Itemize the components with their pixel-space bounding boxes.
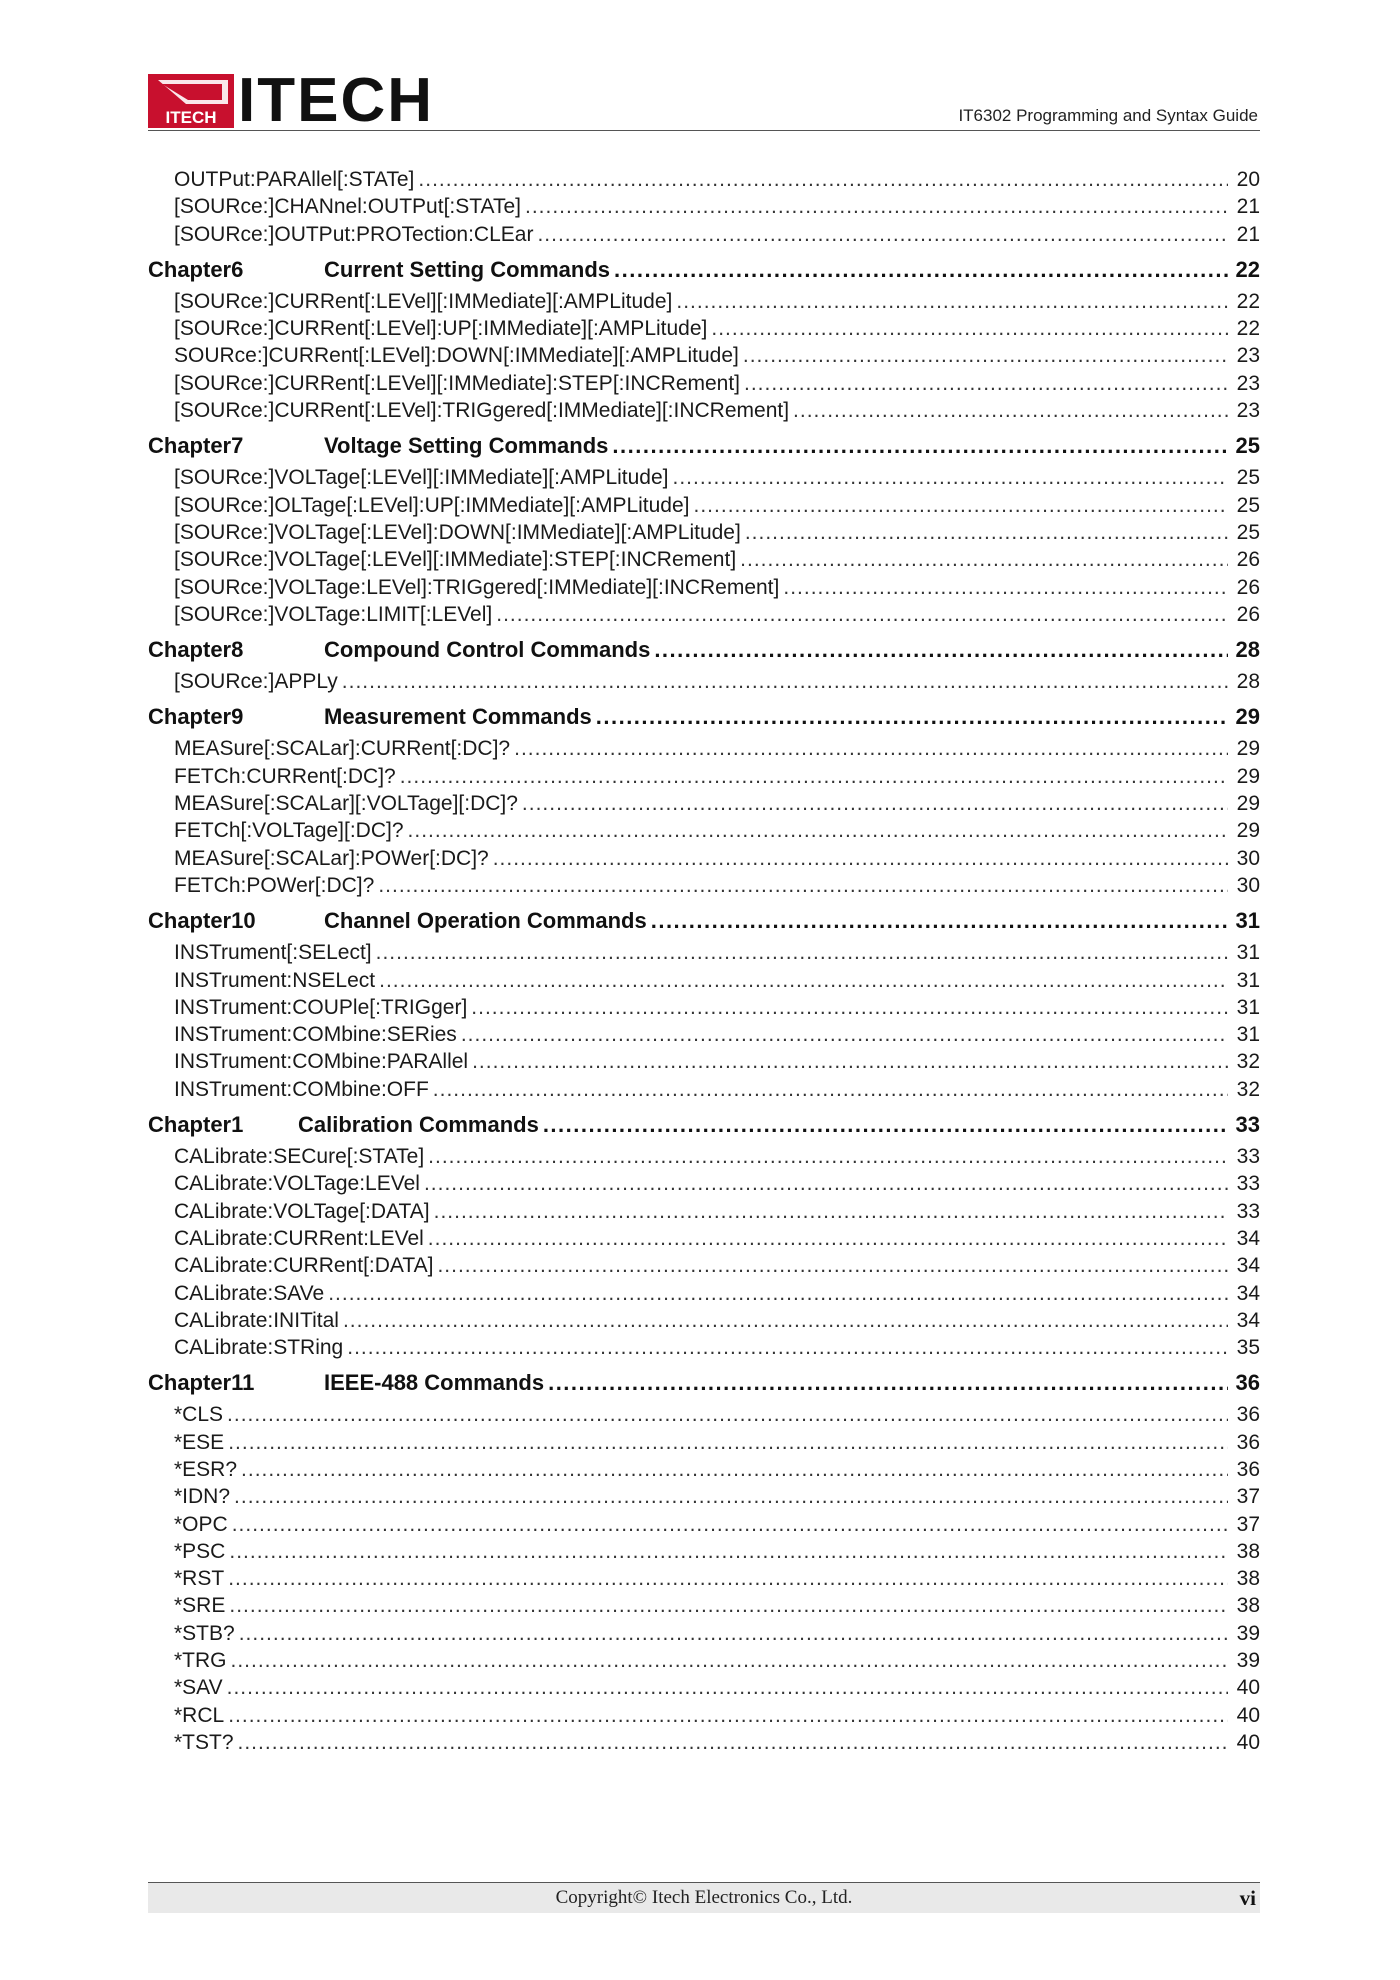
toc-entry-row[interactable]: [148, 1050, 1260, 1077]
toc-page-number: 29: [1236, 737, 1260, 761]
toc-page-number: 29: [1236, 764, 1260, 788]
toc-page-number: 32: [1236, 1077, 1260, 1101]
dot-leader: [543, 1112, 1228, 1138]
toc-entry-row[interactable]: [148, 765, 1260, 792]
dot-leader: [745, 521, 1228, 545]
dot-leader: [228, 1567, 1228, 1591]
entry-label: [SOURce:]CURRent[:LEVel][:IMMediate][:AMPLitude]: [174, 289, 673, 313]
toc-entry-row[interactable]: [148, 1336, 1260, 1363]
dot-leader: [471, 996, 1228, 1020]
page-number: vi: [1239, 1886, 1256, 1910]
dot-leader: [711, 317, 1228, 341]
toc-entry-row[interactable]: [148, 1200, 1260, 1227]
toc-page-number: 34: [1236, 1308, 1260, 1332]
toc-entry-row[interactable]: [148, 1513, 1260, 1540]
toc-page-number: 39: [1236, 1649, 1260, 1673]
dot-leader: [596, 704, 1228, 730]
toc-page-number: 31: [1236, 941, 1260, 965]
toc-entry-row[interactable]: [148, 223, 1260, 250]
entry-label: [SOURce:]VOLTage[:LEVel][:IMMediate]:STEP[:INCRement]: [174, 548, 737, 572]
dot-leader: [548, 1370, 1228, 1396]
toc-page-number: 25: [1236, 493, 1260, 517]
toc-page-number: 38: [1236, 1594, 1260, 1618]
toc-page-number: 28: [1235, 637, 1260, 663]
entry-label: *ESR?: [174, 1457, 238, 1481]
toc-page-number: 33: [1236, 1199, 1260, 1223]
dot-leader: [743, 344, 1228, 368]
toc-page-number: 36: [1236, 1457, 1260, 1481]
toc-entry-row[interactable]: [148, 372, 1260, 399]
dot-leader: [227, 1403, 1228, 1427]
entry-label: [SOURce:]VOLTage:LEVel]:TRIGgered[:IMMediate][:INCRement]: [174, 575, 780, 599]
toc-page-number: 35: [1236, 1336, 1260, 1360]
toc-page-number: 30: [1236, 873, 1260, 897]
entry-label: [SOURce:]CURRent[:LEVel]:TRIGgered[:IMMediate][:INCRement]: [174, 399, 790, 423]
toc-entry-row[interactable]: [148, 344, 1260, 371]
toc-entry-row[interactable]: [148, 941, 1260, 968]
dot-leader: [241, 1458, 1228, 1482]
dot-leader: [673, 466, 1228, 490]
dot-leader: [651, 908, 1228, 934]
toc-page-number: 34: [1236, 1281, 1260, 1305]
toc-entry-row[interactable]: [148, 792, 1260, 819]
entry-label: *OPC: [174, 1512, 228, 1536]
entry-label: *RCL: [174, 1703, 225, 1727]
toc-entry-row[interactable]: [148, 737, 1260, 764]
dot-leader: [234, 1485, 1228, 1509]
toc-entry-row[interactable]: [148, 1649, 1260, 1676]
toc-page-number: 26: [1236, 575, 1260, 599]
dot-leader: [614, 257, 1228, 283]
toc-entry-row[interactable]: [148, 1731, 1260, 1758]
dot-leader: [376, 941, 1228, 965]
entry-label: INSTrument:COMbine:SERies: [174, 1023, 457, 1047]
toc-page-number: 40: [1236, 1703, 1260, 1727]
entry-label: FETCh:CURRent[:DC]?: [174, 764, 396, 788]
chapter-title: Compound Control Commands: [324, 637, 651, 663]
dot-leader: [227, 1676, 1228, 1700]
table-of-contents: [148, 168, 1260, 1758]
dot-leader: [793, 399, 1228, 423]
toc-page-number: 36: [1236, 1403, 1260, 1427]
entry-label: *ESE: [174, 1430, 225, 1454]
dot-leader: [228, 1431, 1228, 1455]
entry-label: INSTrument:COMbine:PARAllel: [174, 1050, 469, 1074]
document-title: IT6302 Programming and Syntax Guide: [958, 106, 1258, 125]
dot-leader: [525, 195, 1228, 219]
dot-leader: [472, 1050, 1228, 1074]
dot-leader: [418, 168, 1228, 192]
toc-entry-row[interactable]: [148, 1431, 1260, 1458]
entry-label: MEASure[:SCALar][:VOLTage][:DC]?: [174, 792, 518, 816]
toc-entry-row[interactable]: [148, 1594, 1260, 1621]
entry-label: [SOURce:]CURRent[:LEVel][:IMMediate]:STEP[:INCRement]: [174, 371, 741, 395]
toc-entry-row[interactable]: [148, 521, 1260, 548]
dot-leader: [612, 433, 1228, 459]
dot-leader: [328, 1282, 1228, 1306]
dot-leader: [231, 1649, 1229, 1673]
toc-chapter-row[interactable]: [148, 1363, 1260, 1403]
toc-entry-row[interactable]: [148, 819, 1260, 846]
entry-label: CALibrate:INITital: [174, 1308, 339, 1332]
dot-leader: [238, 1731, 1228, 1755]
dot-leader: [239, 1622, 1228, 1646]
entry-label: *PSC: [174, 1539, 226, 1563]
entry-label: [SOURce:]OLTage[:LEVel]:UP[:IMMediate][:AMPLitude]: [174, 493, 690, 517]
entry-label: *TRG: [174, 1649, 227, 1673]
toc-entry-row[interactable]: [148, 576, 1260, 603]
entry-label: CALibrate:VOLTage:LEVel: [174, 1172, 420, 1196]
toc-page-number: 31: [1236, 995, 1260, 1019]
dot-leader: [232, 1513, 1228, 1537]
toc-entry-row[interactable]: [148, 195, 1260, 222]
page-footer: [148, 1882, 1260, 1913]
chapter-title: Calibration Commands: [298, 1112, 539, 1138]
toc-page-number: 36: [1236, 1430, 1260, 1454]
dot-leader: [347, 1336, 1228, 1360]
toc-page-number: 33: [1236, 1145, 1260, 1169]
toc-entry-row[interactable]: [148, 1540, 1260, 1567]
toc-page-number: 31: [1236, 1023, 1260, 1047]
logo-emblem: [148, 74, 234, 128]
dot-leader: [744, 372, 1228, 396]
dot-leader: [740, 548, 1228, 572]
toc-entry-row[interactable]: [148, 1704, 1260, 1731]
chapter-title: Current Setting Commands: [324, 256, 611, 282]
toc-page-number: 25: [1236, 520, 1260, 544]
toc-page-number: 37: [1236, 1485, 1260, 1509]
entry-label: CALibrate:CURRent:LEVel: [174, 1226, 424, 1250]
entry-label: *CLS: [174, 1403, 224, 1427]
toc-page-number: 22: [1236, 317, 1260, 341]
toc-entry-row[interactable]: [148, 1172, 1260, 1199]
toc-entry-row[interactable]: [148, 290, 1260, 317]
toc-entry-row[interactable]: [148, 1023, 1260, 1050]
toc-entry-row[interactable]: [148, 1622, 1260, 1649]
toc-page-number: 22: [1236, 289, 1260, 313]
toc-page-number: 34: [1236, 1226, 1260, 1250]
toc-entry-row[interactable]: [148, 548, 1260, 575]
toc-entry-row[interactable]: [148, 1282, 1260, 1309]
toc-page-number: 29: [1236, 819, 1260, 843]
entry-label: MEASure[:SCALar]:POWer[:DC]?: [174, 846, 489, 870]
toc-entry-row[interactable]: [148, 969, 1260, 996]
dot-leader: [343, 1309, 1228, 1333]
toc-chapter-row[interactable]: [148, 630, 1260, 670]
toc-entry-row[interactable]: [148, 168, 1260, 195]
logo-emblem-icon: [148, 74, 234, 128]
toc-entry-row[interactable]: [148, 466, 1260, 493]
copyright-notice: Copyright© Itech Electronics Co., Ltd.: [555, 1887, 853, 1908]
dot-leader: [493, 847, 1228, 871]
svg-text:ITECH: ITECH: [165, 108, 217, 127]
toc-page-number: 25: [1236, 466, 1260, 490]
entry-label: INSTrument:COMbine:OFF: [174, 1077, 429, 1101]
toc-page-number: 38: [1236, 1539, 1260, 1563]
entry-label: [SOURce:]APPLy: [174, 670, 338, 694]
chapter-title: Measurement Commands: [324, 704, 592, 730]
entry-label: OUTPut:PARAllel[:STATe]: [174, 168, 415, 191]
toc-entry-row[interactable]: [148, 847, 1260, 874]
entry-label: MEASure[:SCALar]:CURRent[:DC]?: [174, 737, 511, 761]
toc-page-number: 23: [1236, 399, 1260, 423]
toc-page-number: 40: [1236, 1676, 1260, 1700]
toc-page-number: 37: [1236, 1512, 1260, 1536]
toc-entry-row[interactable]: [148, 603, 1260, 630]
dot-leader: [654, 637, 1228, 663]
toc-chapter-row[interactable]: [148, 901, 1260, 941]
dot-leader: [400, 765, 1228, 789]
dot-leader: [783, 576, 1228, 600]
toc-entry-row[interactable]: [148, 1254, 1260, 1281]
dot-leader: [514, 737, 1228, 761]
entry-label: CALibrate:SAVe: [174, 1281, 325, 1305]
toc-page-number: 26: [1236, 602, 1260, 626]
toc-chapter-row[interactable]: [148, 426, 1260, 466]
chapter-number: Chapter7: [148, 433, 244, 459]
dot-leader: [522, 792, 1228, 816]
chapter-number: Chapter11: [148, 1370, 255, 1396]
toc-page-number: 21: [1236, 195, 1260, 219]
dot-leader: [342, 670, 1228, 694]
toc-chapter-row[interactable]: [148, 697, 1260, 737]
toc-page-number: 23: [1236, 371, 1260, 395]
toc-page-number: 31: [1236, 968, 1260, 992]
toc-entry-row[interactable]: [148, 1567, 1260, 1594]
dot-leader: [229, 1594, 1228, 1618]
chapter-number: Chapter8: [148, 637, 244, 663]
entry-label: *SAV: [174, 1676, 223, 1700]
dot-leader: [379, 969, 1228, 993]
entry-label: [SOURce:]VOLTage:LIMIT[:LEVel]: [174, 602, 493, 626]
dot-leader: [496, 603, 1228, 627]
toc-entry-row[interactable]: [148, 1458, 1260, 1485]
chapter-title: IEEE-488 Commands: [324, 1370, 545, 1396]
entry-label: [SOURce:]CHANnel:OUTPut[:STATe]: [174, 195, 521, 219]
chapter-number: Chapter6: [148, 256, 244, 282]
toc-entry-row[interactable]: [148, 1078, 1260, 1105]
dot-leader: [537, 223, 1228, 247]
dot-leader: [434, 1200, 1228, 1224]
dot-leader: [437, 1254, 1228, 1278]
dot-leader: [408, 819, 1228, 843]
entry-label: [SOURce:]CURRent[:LEVel]:UP[:IMMediate][:AMPLitude]: [174, 317, 708, 341]
entry-label: *STB?: [174, 1621, 235, 1645]
itech-logo: [148, 66, 434, 135]
toc-entry-row[interactable]: [148, 996, 1260, 1023]
dot-leader: [694, 494, 1228, 518]
dot-leader: [461, 1023, 1228, 1047]
toc-entry-row[interactable]: [148, 1485, 1260, 1512]
entry-label: *IDN?: [174, 1485, 231, 1509]
toc-entry-row[interactable]: [148, 317, 1260, 344]
toc-page-number: 36: [1235, 1370, 1260, 1396]
toc-page-number: 39: [1236, 1621, 1260, 1645]
toc-entry-row[interactable]: [148, 670, 1260, 697]
dot-leader: [433, 1078, 1228, 1102]
entry-label: INSTrument[:SELect]: [174, 941, 372, 965]
entry-label: INSTrument:COUPle[:TRIGger]: [174, 995, 468, 1019]
entry-label: *SRE: [174, 1594, 226, 1618]
toc-page-number: 33: [1236, 1172, 1260, 1196]
toc-page-number: 29: [1236, 792, 1260, 816]
chapter-number: Chapter9: [148, 704, 244, 730]
toc-entry-row[interactable]: [148, 1309, 1260, 1336]
dot-leader: [228, 1704, 1228, 1728]
toc-page-number: 31: [1235, 908, 1260, 934]
toc-entry-row[interactable]: [148, 1403, 1260, 1430]
entry-label: *TST?: [174, 1730, 234, 1754]
toc-page-number: 40: [1236, 1730, 1260, 1754]
chapter-title: Channel Operation Commands: [324, 908, 647, 934]
toc-page-number: 23: [1236, 344, 1260, 368]
toc-page-number: 22: [1235, 256, 1260, 282]
toc-page-number: 21: [1236, 222, 1260, 246]
entry-label: FETCh:POWer[:DC]?: [174, 873, 375, 897]
entry-label: *RST: [174, 1567, 225, 1591]
chapter-title: Voltage Setting Commands: [324, 433, 609, 459]
toc-page-number: 28: [1236, 670, 1260, 694]
toc-entry-row[interactable]: [148, 399, 1260, 426]
toc-page-number: 32: [1236, 1050, 1260, 1074]
dot-leader: [428, 1227, 1228, 1251]
toc-page-number: 26: [1236, 548, 1260, 572]
page-header: [148, 66, 1260, 135]
toc-chapter-row[interactable]: [148, 1105, 1260, 1145]
toc-page-number: 30: [1236, 846, 1260, 870]
entry-label: CALibrate:CURRent[:DATA]: [174, 1254, 434, 1278]
toc-page-number: 20: [1236, 168, 1260, 191]
toc-page-number: 33: [1235, 1112, 1260, 1138]
entry-label: [SOURce:]VOLTage[:LEVel]:DOWN[:IMMediate][:AMPLitude]: [174, 520, 741, 544]
toc-entry-row[interactable]: [148, 1145, 1260, 1172]
entry-label: FETCh[:VOLTage][:DC]?: [174, 819, 404, 843]
entry-label: INSTrument:NSELect: [174, 968, 376, 992]
dot-leader: [229, 1540, 1228, 1564]
dot-leader: [378, 874, 1228, 898]
entry-label: CALibrate:SECure[:STATe]: [174, 1145, 425, 1169]
entry-label: CALibrate:STRing: [174, 1336, 344, 1360]
toc-page-number: 29: [1235, 704, 1260, 730]
dot-leader: [676, 290, 1228, 314]
dot-leader: [424, 1172, 1228, 1196]
toc-page-number: 34: [1236, 1254, 1260, 1278]
entry-label: [SOURce:]VOLTage[:LEVel][:IMMediate][:AMPLitude]: [174, 466, 669, 490]
chapter-number: Chapter1: [148, 1112, 244, 1138]
toc-entry-row[interactable]: [148, 874, 1260, 901]
entry-label: SOURce:]CURRent[:LEVel]:DOWN[:IMMediate][:AMPLitude]: [174, 344, 739, 368]
toc-entry-row[interactable]: [148, 494, 1260, 521]
toc-entry-row[interactable]: [148, 1227, 1260, 1254]
toc-entry-row[interactable]: [148, 1676, 1260, 1703]
dot-leader: [428, 1145, 1228, 1169]
logo-wordmark: ITECH: [238, 66, 434, 135]
toc-page-number: 25: [1235, 433, 1260, 459]
toc-chapter-row[interactable]: [148, 250, 1260, 290]
chapter-number: Chapter10: [148, 908, 256, 934]
toc-page-number: 38: [1236, 1567, 1260, 1591]
entry-label: CALibrate:VOLTage[:DATA]: [174, 1199, 430, 1223]
entry-label: [SOURce:]OUTPut:PROTection:CLEar: [174, 222, 534, 246]
